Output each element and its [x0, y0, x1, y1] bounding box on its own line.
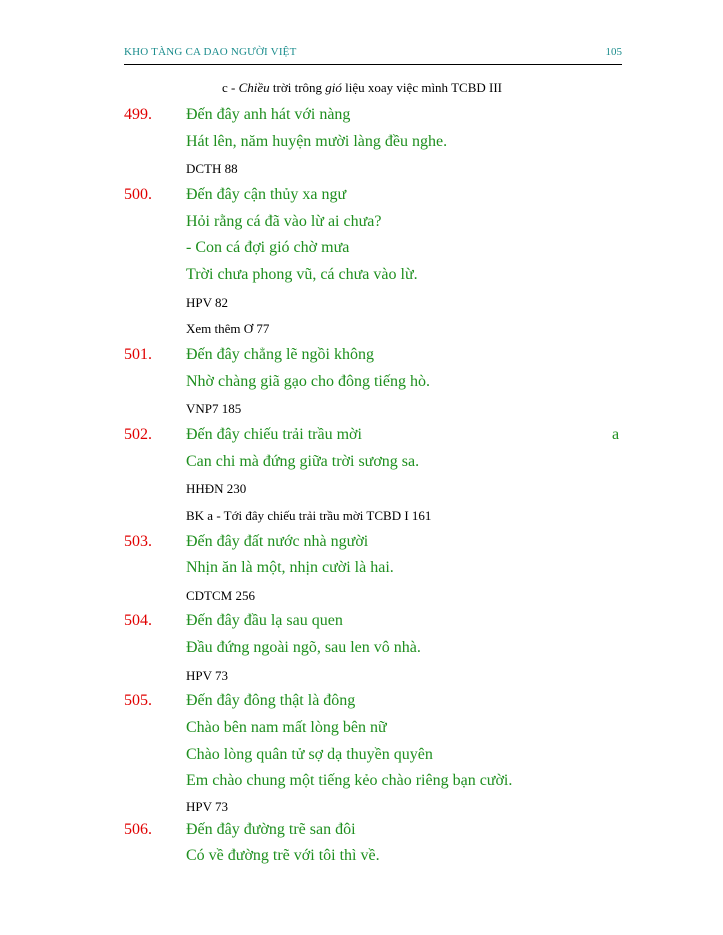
- source-ref: HPV 73: [186, 668, 229, 683]
- verse-line: Có về đường trẽ với tôi thì về.: [186, 847, 380, 864]
- verse-line: Em chào chung một tiếng kẻo chào riêng bạn cười.: [186, 772, 513, 789]
- verse-line: Đến đây đất nước nhà người: [186, 533, 369, 550]
- verse-line: Chào bên nam mất lòng bên nữ: [186, 719, 387, 736]
- verse-line: Đến đây anh hát với nàng: [186, 106, 351, 123]
- verse-line: Hát lên, năm huyện mười làng đều nghe.: [186, 133, 448, 150]
- verse-line: Đến đây đầu lạ sau quen: [186, 612, 343, 629]
- verse-line: Đến đây cận thủy xa ngư: [186, 186, 347, 203]
- source-ref: HPV 82: [186, 295, 229, 310]
- source-ref: VNP7 185: [186, 401, 242, 416]
- entry-number: 502.: [124, 426, 152, 443]
- verse-line: Đầu đứng ngoài ngõ, sau len vô nhà.: [186, 639, 421, 656]
- entry-number: 499.: [124, 106, 152, 123]
- top-note: c - Chiều trời trông gió liệu xoay việc mình TCBD III: [222, 80, 502, 95]
- verse-line: Can chi mà đứng giữa trời sương sa.: [186, 453, 420, 470]
- verse-line: Nhờ chàng giã gạo cho đông tiếng hò.: [186, 373, 430, 390]
- entry-number: 506.: [124, 821, 152, 838]
- verse-line: Nhịn ăn là một, nhịn cười là hai.: [186, 559, 394, 576]
- source-ref: Xem thêm Ơ 77: [186, 321, 270, 336]
- verse-line: Đến đây đông thật là đông: [186, 692, 356, 709]
- verse-line: Đến đây đường trẽ san đôi: [186, 821, 356, 838]
- verse-line: Chào lòng quân tử sợ dạ thuyền quyên: [186, 746, 433, 763]
- book-title: KHO TÀNG CA DAO NGƯỜI VIỆT: [124, 46, 297, 58]
- page-header: [124, 44, 622, 65]
- entry-number: 500.: [124, 186, 152, 203]
- margin-variant-mark: a: [612, 426, 620, 443]
- page-number: 105: [605, 46, 622, 58]
- verse-line: Hỏi rằng cá đã vào lừ ai chưa?: [186, 213, 382, 230]
- entry-number: 503.: [124, 533, 152, 550]
- source-ref: HHĐN 230: [186, 481, 247, 496]
- source-ref: DCTH 88: [186, 161, 238, 176]
- entry-number: 504.: [124, 612, 152, 629]
- verse-line: - Con cá đợi gió chờ mưa: [186, 239, 350, 256]
- entry-number: 505.: [124, 692, 152, 709]
- source-ref: HPV 73: [186, 799, 229, 814]
- verse-line: Trời chưa phong vũ, cá chưa vào lừ.: [186, 266, 418, 283]
- entry-number: 501.: [124, 346, 152, 363]
- verse-line: Đến đây chẳng lẽ ngồi không: [186, 346, 374, 363]
- source-ref: CDTCM 256: [186, 588, 255, 603]
- verse-line: Đến đây chiếu trải trầu mời: [186, 426, 362, 443]
- source-ref: BK a - Tới đây chiếu trải trầu mời TCBD I 161: [186, 508, 432, 523]
